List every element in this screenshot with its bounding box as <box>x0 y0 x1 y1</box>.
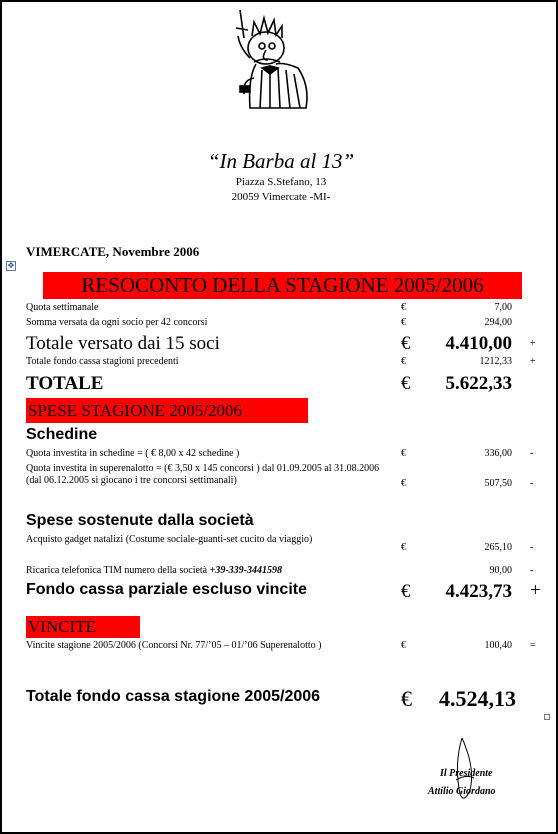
spese-heading: Spese sostenute dalla società <box>26 512 254 529</box>
table-row: Quota settimanale € 7,00 <box>26 302 512 313</box>
table-row: Quota investita in schedine = ( € 8,00 x 42 schedine ) € 336,00 - <box>26 448 534 459</box>
table-row: Acquisto gadget natalizi (Costume sociale-guanti-set cucito da viaggio) € 265,10 - <box>26 534 534 553</box>
section-banner-resoconto: RESOCONTO DELLA STAGIONE 2005/2006 <box>43 272 522 299</box>
section-banner-spese: SPESE STAGIONE 2005/2006 <box>26 398 308 423</box>
schedine-heading: Schedine <box>26 426 98 443</box>
table-row: Totale fondo cassa stagioni precedenti € 1212,33 + <box>26 356 536 367</box>
final-total-row: Totale fondo cassa stagione 2005/2006 € 4.524,13 <box>26 686 516 711</box>
fondo-parziale-row: Fondo cassa parziale escluso vincite € 4.423,73 + <box>26 580 541 602</box>
signature-name: Attilio Giordano <box>428 786 496 797</box>
barber-caricature-logo <box>214 8 326 118</box>
place-and-date: VIMERCATE, Novembre 2006 <box>26 244 200 259</box>
resize-handle[interactable] <box>544 714 550 720</box>
table-row: Ricarica telefonica TIM numero della società +39-339-3441598 90,00 - <box>26 565 534 576</box>
club-name: “In Barba al 13” <box>207 149 355 173</box>
table-row: Vincite stagione 2005/2006 (Concorsi Nr. 77/’05 – 01/’06 Superenalotto ) € 100,40 = <box>26 640 536 651</box>
phone-number: +39-339-3441598 <box>209 565 282 576</box>
table-row: Somma versata da ogni socio per 42 concorsi € 294,00 <box>26 317 512 328</box>
signature-title: Il Presidente <box>440 768 493 779</box>
total-row: TOTALE € 5.622,33 <box>26 373 512 394</box>
address-street: Piazza S.Stefano, 13 <box>235 176 327 188</box>
section-banner-vincite: VINCITE <box>26 616 140 638</box>
address-city: 20059 Vimercate -MI- <box>231 191 331 203</box>
table-row: Totale versato dai 15 soci € 4.410,00 + <box>26 333 536 354</box>
table-row: Quota investita in superenalotto = (€ 3,50 x 145 concorsi ) dal 01.09.2005 al 31.08.2006 (dal 06.12.2005 si giocano i tre concorsi settimanali) € 507,50 - <box>26 463 534 489</box>
table-move-handle-icon[interactable]: ✥ <box>7 261 15 270</box>
